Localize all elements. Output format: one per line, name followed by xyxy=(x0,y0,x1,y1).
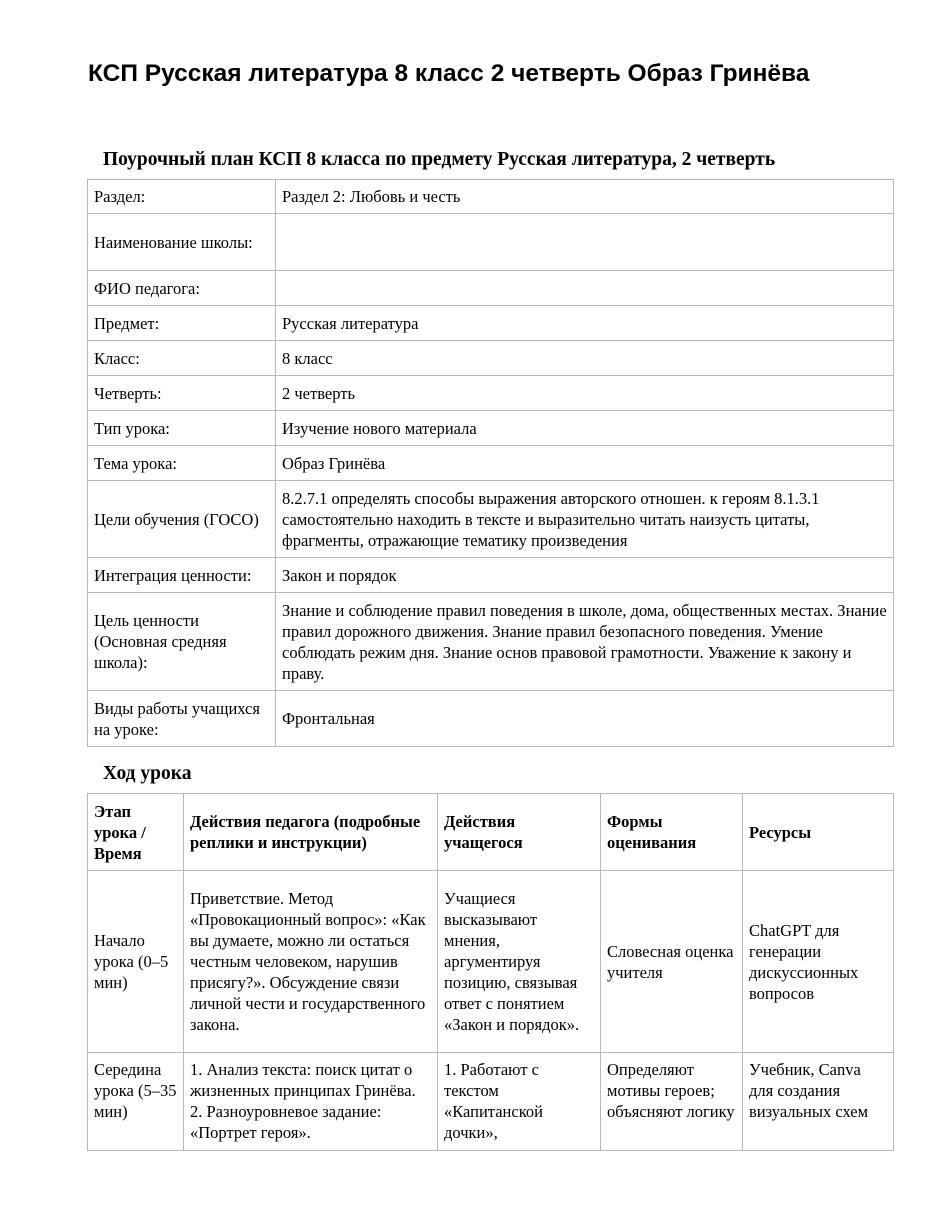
plan-value-cell: Русская литература xyxy=(276,306,894,341)
plan-label-cell: Цель ценности (Основная средняя школа): xyxy=(88,593,276,691)
table-row xyxy=(88,341,894,376)
plan-label-cell: Цели обучения (ГОСО) xyxy=(88,481,276,558)
student-actions-cell: 1. Работают с текстом «Капитанской дочки», xyxy=(438,1053,601,1151)
document-title: КСП Русская литература 8 класс 2 четверть Образ Гринёва xyxy=(88,60,810,87)
table-row xyxy=(88,871,894,1053)
table-row xyxy=(88,271,894,306)
plan-value-cell: Раздел 2: Любовь и честь xyxy=(276,180,894,214)
teacher-actions-cell: Приветствие. Метод «Провокационный вопрос»: «Как вы думаете, можно ли остаться честным человеком, нарушив присягу?». Обсуждение связи личной чести и государственного закона. xyxy=(184,871,438,1053)
plan-value-cell: 8.2.7.1 определять способы выражения авторского отношен. к героям 8.1.3.1 самостоятельно находить в тексте и выразительно читать наизусть цитаты, фрагменты, отражающие тематику произведения xyxy=(276,481,894,558)
stage-cell: Середина урока (5–35 мин) xyxy=(88,1053,184,1151)
plan-label-cell: Тип урока: xyxy=(88,411,276,446)
plan-table xyxy=(87,179,894,747)
assessment-cell: Определяют мотивы героев; объясняют логику xyxy=(601,1053,743,1151)
table-row xyxy=(88,691,894,747)
plan-label-cell: Интеграция ценности: xyxy=(88,558,276,593)
plan-label-cell: Четверть: xyxy=(88,376,276,411)
plan-label-cell: Предмет: xyxy=(88,306,276,341)
teacher-actions-cell: 1. Анализ текста: поиск цитат о жизненных принципах Гринёва. 2. Разноуровневое задание: «Портрет героя». xyxy=(184,1053,438,1151)
plan-label-cell: Раздел: xyxy=(88,180,276,214)
resources-cell: ChatGPT для генерации дискуссионных вопросов xyxy=(743,871,894,1053)
header-teacher-actions: Действия педагога (подробные реплики и инструкции) xyxy=(184,794,438,871)
table-row xyxy=(88,214,894,271)
plan-value-cell: 2 четверть xyxy=(276,376,894,411)
plan-label-cell: Виды работы учащихся на уроке: xyxy=(88,691,276,747)
plan-value-cell xyxy=(276,214,894,271)
table-row xyxy=(88,558,894,593)
plan-value-cell xyxy=(276,271,894,306)
table-row xyxy=(88,180,894,214)
table-row xyxy=(88,593,894,691)
table-row xyxy=(88,411,894,446)
lesson-table xyxy=(87,793,894,1151)
plan-value-cell: Закон и порядок xyxy=(276,558,894,593)
lesson-progress-heading: Ход урока xyxy=(103,763,192,784)
plan-heading: Поурочный план КСП 8 класса по предмету Русская литература, 2 четверть xyxy=(103,149,776,170)
student-actions-cell: Учащиеся высказывают мнения, аргументируя позицию, связывая ответ с понятием «Закон и порядок». xyxy=(438,871,601,1053)
header-assessment: Формы оценивания xyxy=(601,794,743,871)
plan-value-cell: Знание и соблюдение правил поведения в школе, дома, общественных местах. Знание правил дорожного движения. Знание правил безопасного поведения. Умение соблюдать режим дня. Знание основ правовой грамотности. Уважение к закону и праву. xyxy=(276,593,894,691)
assessment-cell: Словесная оценка учителя xyxy=(601,871,743,1053)
table-row xyxy=(88,1053,894,1151)
plan-label-cell: Тема урока: xyxy=(88,446,276,481)
plan-label-cell: Наименование школы: xyxy=(88,214,276,271)
table-row xyxy=(88,306,894,341)
plan-label-cell: ФИО педагога: xyxy=(88,271,276,306)
table-row xyxy=(88,481,894,558)
table-header-row xyxy=(88,794,894,871)
header-student-actions: Действия учащегося xyxy=(438,794,601,871)
table-row xyxy=(88,376,894,411)
plan-value-cell: Фронтальная xyxy=(276,691,894,747)
header-resources: Ресурсы xyxy=(743,794,894,871)
plan-label-cell: Класс: xyxy=(88,341,276,376)
resources-cell: Учебник, Canva для создания визуальных схем xyxy=(743,1053,894,1151)
table-row xyxy=(88,446,894,481)
plan-value-cell: Образ Гринёва xyxy=(276,446,894,481)
plan-value-cell: Изучение нового материала xyxy=(276,411,894,446)
plan-value-cell: 8 класс xyxy=(276,341,894,376)
header-stage: Этап урока / Время xyxy=(88,794,184,871)
stage-cell: Начало урока (0–5 мин) xyxy=(88,871,184,1053)
